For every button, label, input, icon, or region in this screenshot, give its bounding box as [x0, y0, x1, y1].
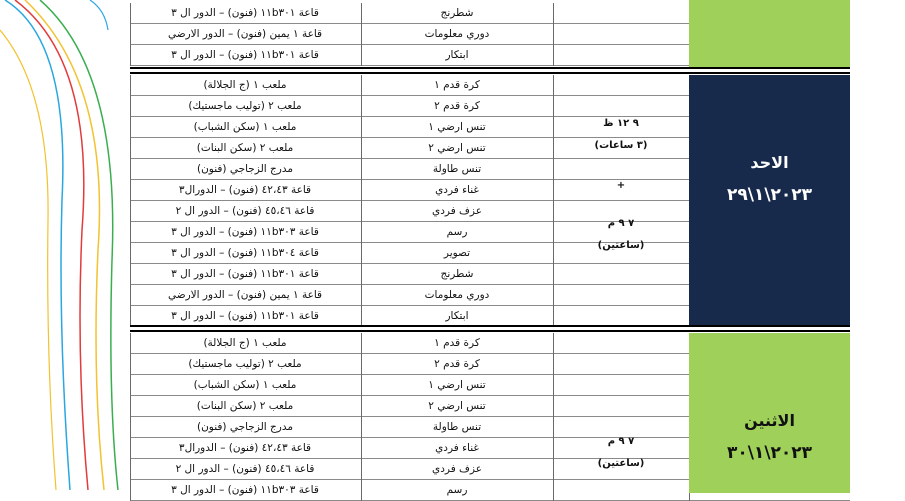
venue-cell: ملعب ١ (ج الجلالة)	[203, 79, 287, 91]
activity-cell: كرة قدم ١	[434, 337, 480, 349]
venue-cell: قاعة ٤٢،٤٣ (فنون) – الدورال٣	[178, 442, 312, 454]
time-slot-text: +	[616, 180, 626, 191]
activity-cell: شطرنج	[440, 268, 474, 280]
activity-cell: كرة قدم ٢	[434, 358, 480, 370]
day-date: ٢٠٢٣\١\٣٠	[726, 443, 813, 463]
column-divider	[361, 333, 362, 501]
day-cell	[689, 75, 850, 327]
activity-cell: دوري معلومات	[424, 289, 490, 301]
venue-cell: قاعة ١١b٣٠١ (فنون) – الدور ال ٣	[171, 268, 319, 280]
activity-cell: غناء فردي	[435, 184, 479, 196]
activity-cell: تنس طاولة	[432, 163, 482, 175]
section-separator	[130, 325, 850, 332]
decorative-arcs	[0, 0, 130, 490]
venue-cell: قاعة ٤٥،٤٦ (فنون) – الدور ال ٢	[175, 463, 315, 475]
venue-cell: قاعة ١ يمين (فنون) – الدور الارضي	[167, 289, 323, 301]
activity-cell: تصوير	[443, 247, 471, 259]
time-slot-text: (٣ ساعات)	[594, 140, 648, 151]
venue-cell: قاعة ٤٢،٤٣ (فنون) – الدورال٣	[178, 184, 312, 196]
venue-cell: قاعة ١١b٣٠٣ (فنون) – الدور ال ٣	[171, 226, 319, 238]
column-divider	[553, 333, 554, 501]
column-divider	[553, 3, 554, 66]
time-slot-text: ٩ ١٢ ظ	[603, 118, 639, 129]
activity-cell: عزف فردي	[432, 463, 482, 475]
time-slot-text: (ساعتين)	[597, 458, 645, 469]
activity-cell: تنس ارضي ١	[428, 121, 486, 133]
activity-cell: تنس طاولة	[432, 421, 482, 433]
venue-cell: ملعب ١ (سكن الشباب)	[193, 379, 297, 391]
column-divider	[130, 75, 131, 327]
column-divider	[553, 75, 554, 327]
venue-cell: ملعب ٢ (توليب ماجستيك)	[188, 358, 302, 370]
activity-cell: كرة قدم ١	[434, 79, 480, 91]
activity-cell: تنس ارضي ٢	[428, 142, 486, 154]
time-slot-text: ٧ ٩ م	[607, 436, 635, 447]
column-divider	[130, 3, 131, 66]
activity-cell: عزف فردي	[432, 205, 482, 217]
venue-cell: قاعة ١١b٣٠١ (فنون) – الدور ال ٣	[171, 49, 319, 61]
activity-cell: تنس ارضي ١	[428, 379, 486, 391]
section-separator	[130, 67, 850, 74]
activity-cell: ابتكار	[445, 49, 469, 61]
activity-cell: تنس ارضي ٢	[428, 400, 486, 412]
activity-cell: ابتكار	[445, 310, 469, 322]
activity-cell: دوري معلومات	[424, 28, 490, 40]
activity-cell: شطرنج	[440, 7, 474, 19]
day-name: الاثنين	[744, 411, 795, 430]
venue-cell: ملعب ١ (سكن الشباب)	[193, 121, 297, 133]
venue-cell: قاعة ١١b٣٠١ (فنون) – الدور ال ٣	[171, 310, 319, 322]
time-slot-text: ٧ ٩ م	[607, 218, 635, 229]
venue-cell: قاعة ١١b٣٠١ (فنون) – الدور ال ٣	[171, 7, 319, 19]
time-slot-text: (ساعتين)	[597, 240, 645, 251]
day-date: ٢٠٢٣\١\٢٩	[726, 185, 813, 205]
venue-cell: مدرج الزجاجي (فنون)	[196, 163, 294, 175]
activity-cell: كرة قدم ٢	[434, 100, 480, 112]
venue-cell: ملعب ٢ (سكن البنات)	[196, 142, 294, 154]
venue-cell: ملعب ٢ (سكن البنات)	[196, 400, 294, 412]
venue-cell: ملعب ١ (ج الجلالة)	[203, 337, 287, 349]
column-divider	[361, 75, 362, 327]
venue-cell: قاعة ١ يمين (فنون) – الدور الارضي	[167, 28, 323, 40]
venue-cell: قاعة ١١b٣٠٤ (فنون) – الدور ال ٣	[171, 247, 319, 259]
venue-cell: قاعة ١١b٣٠٣ (فنون) – الدور ال ٣	[171, 484, 319, 496]
activity-cell: غناء فردي	[435, 442, 479, 454]
day-name: الاحد	[750, 153, 789, 172]
venue-cell: ملعب ٢ (توليب ماجستيك)	[188, 100, 302, 112]
activity-cell: رسم	[446, 226, 468, 238]
activity-cell: رسم	[446, 484, 468, 496]
venue-cell: قاعة ٤٥،٤٦ (فنون) – الدور ال ٢	[175, 205, 315, 217]
day-cell	[689, 0, 850, 68]
day-cell	[689, 333, 850, 493]
column-divider	[361, 3, 362, 66]
venue-cell: مدرج الزجاجي (فنون)	[196, 421, 294, 433]
column-divider	[130, 333, 131, 501]
